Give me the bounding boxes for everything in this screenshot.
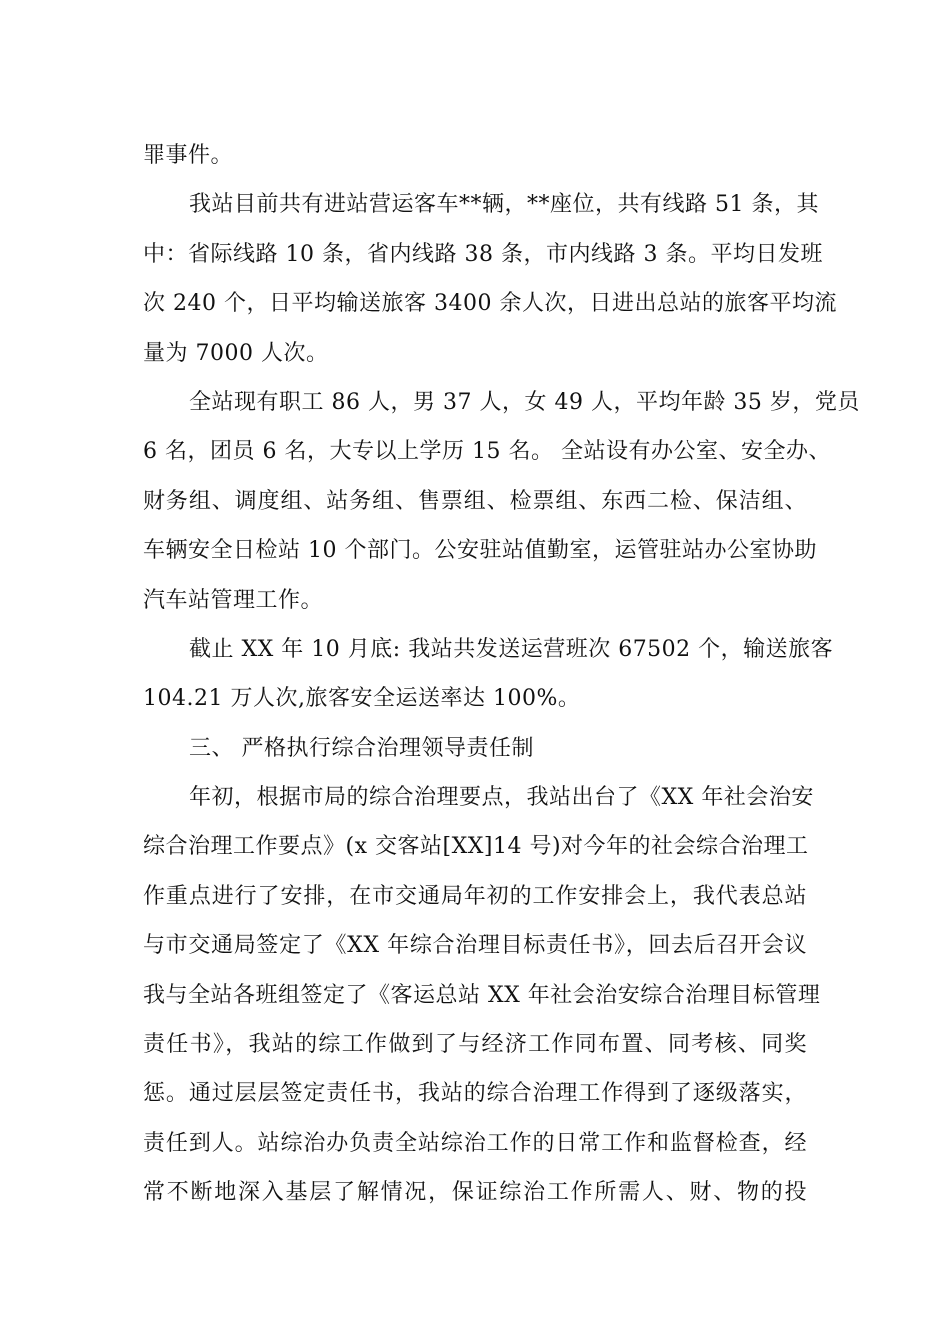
text-line: 全站现有职工 86 人，男 37 人，女 49 人，平均年龄 35 岁，党员 [189,389,860,415]
document-body [143,131,860,1218]
text-line: 与市交通局签定了《XX 年综合治理目标责任书》，回去后召开会议 [143,933,807,959]
text-line: 常不断地深入基层了解情况，保证综治工作所需人、财、物的投 [143,1180,807,1206]
text-line: 年初，根据市局的综合治理要点，我站出台了《XX 年社会治安 [189,785,814,811]
text-line: 汽车站管理工作。 [143,587,324,613]
text-line: 责任书》，我站的综工作做到了与经济工作同布置、同考核、同奖 [143,1032,807,1058]
text-line: 综合治理工作要点》(x 交客站[XX]14 号)对今年的社会综合治理工 [143,834,809,860]
text-line: 6 名，团员 6 名，大专以上学历 15 名。 全站设有办公室、安全办、 [143,439,831,465]
text-line: 惩。通过层层签定责任书，我站的综合治理工作得到了逐级落实， [143,1081,807,1107]
text-line: 财务组、调度组、站务组、售票组、检票组、东西二检、保洁组、 [143,488,807,514]
text-line: 量为 7000 人次。 [143,340,329,366]
text-line: 截止 XX 年 10 月底: 我站共发送运营班次 67502 个，输送旅客 [189,636,834,662]
text-line: 三、 严格执行综合治理领导责任制 [189,735,534,761]
text-line: 作重点进行了安排，在市交通局年初的工作安排会上，我代表总站 [143,883,807,909]
text-line: 次 240 个，日平均输送旅客 3400 余人次，日进出总站的旅客平均流 [143,291,837,317]
text-line: 我与全站各班组签定了《客运总站 XX 年社会治安综合治理目标管理 [143,982,821,1008]
text-line: 中：省际线路 10 条，省内线路 38 条，市内线路 3 条。平均日发班 [143,241,823,267]
text-line: 责任到人。站综治办负责全站综治工作的日常工作和监督检查，经 [143,1130,807,1156]
text-line: 104.21 万人次,旅客安全运送率达 100%。 [143,686,581,712]
text-line: 我站目前共有进站营运客车**辆，**座位，共有线路 51 条，其 [189,192,819,218]
text-line: 罪事件。 [143,143,234,168]
text-line: 车辆安全日检站 10 个部门。公安驻站值勤室，运管驻站办公室协助 [143,538,817,564]
